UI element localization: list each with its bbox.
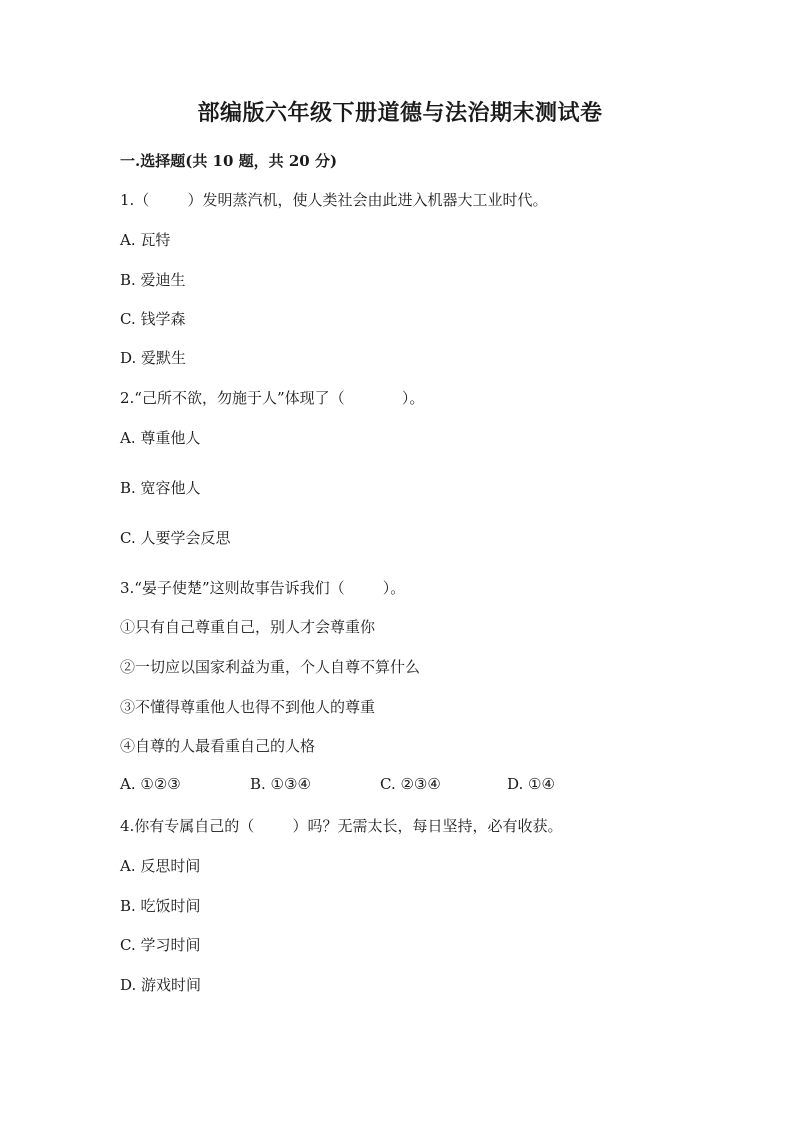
question-3-stem: 3.“晏子使楚”这则故事告诉我们（ ）。 <box>120 579 406 597</box>
question-3-statement-3: ③不懂得尊重他人也得不到他人的尊重 <box>120 698 376 716</box>
question-2-option-b: B. 宽容他人 <box>120 479 201 497</box>
question-1-option-a: A. 瓦特 <box>120 231 171 249</box>
question-1-option-b: B. 爱迪生 <box>120 271 186 289</box>
question-2-option-a: A. 尊重他人 <box>120 429 201 447</box>
question-4-stem: 4.你有专属自己的（ ）吗？无需太长，每日坚持，必有收获。 <box>120 817 563 835</box>
question-1-stem: 1.（ ）发明蒸汽机，使人类社会由此进入机器大工业时代。 <box>120 191 548 209</box>
question-3-option-d: D. ①④ <box>507 775 555 793</box>
question-3-option-a: A. ①②③ <box>120 775 181 793</box>
question-3-statement-4: ④自尊的人最看重自己的人格 <box>120 737 316 755</box>
question-1-option-d: D. 爱默生 <box>120 349 187 367</box>
question-4-option-b: B. 吃饭时间 <box>120 897 201 915</box>
question-2-option-c: C. 人要学会反思 <box>120 529 231 547</box>
question-3-statement-1: ①只有自己尊重自己，别人才会尊重你 <box>120 618 376 636</box>
question-3-statement-2: ②一切应以国家利益为重，个人自尊不算什么 <box>120 658 421 676</box>
question-1-option-c: C. 钱学森 <box>120 310 186 328</box>
question-3-option-b: B. ①③④ <box>250 775 311 793</box>
question-4-option-c: C. 学习时间 <box>120 936 201 954</box>
question-2-stem: 2.“己所不欲，勿施于人”体现了（ ）。 <box>120 389 425 407</box>
question-3-option-c: C. ②③④ <box>380 775 441 793</box>
question-4-option-d: D. 游戏时间 <box>120 976 202 994</box>
section-heading: 一.选择题(共 10 题，共 20 分) <box>120 152 338 170</box>
question-4-option-a: A. 反思时间 <box>120 857 201 875</box>
page-title: 部编版六年级下册道德与法治期末测试卷 <box>197 100 603 126</box>
